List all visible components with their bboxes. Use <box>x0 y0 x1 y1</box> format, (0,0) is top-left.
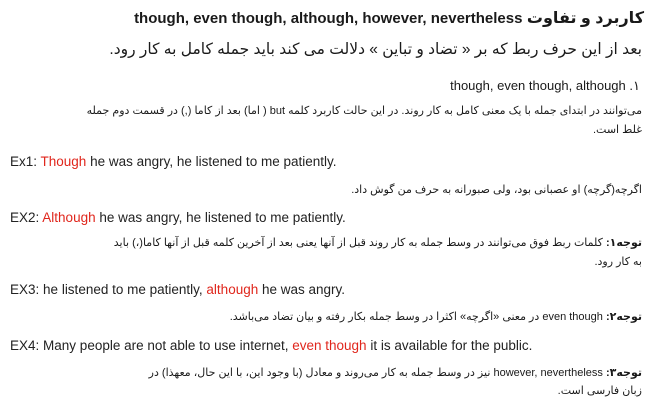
note-2-text: در معنی «اگرچه» اکثرا در وسط جمله بکار رفته و بیان تضاد می‌باشد. <box>229 311 540 323</box>
p1-word-but: but <box>269 105 286 117</box>
note-2-label: توجه۲: <box>605 311 642 323</box>
ex4-rest: it is available for the public. <box>370 338 533 353</box>
note-3-line-2: زبان فارسی است. <box>557 385 642 397</box>
ex3-pre: he listened to me patiently, <box>43 282 203 297</box>
paragraph-1-line-2: غلط است. <box>592 124 642 136</box>
note-1-line-1 <box>114 236 642 249</box>
p1-text-b: ( اما) بعد از کاما (,) در قسمت دوم جمله <box>86 105 267 117</box>
ex2-keyword: Although <box>42 210 96 225</box>
note-2 <box>230 310 642 323</box>
example-4 <box>10 338 532 353</box>
title-en: though, even though, although, however, nevertheless <box>134 10 523 27</box>
intro-sentence: بعد از این حرف ربط که بر « تضاد و تباین » دلالت می کند باید جمله کامل به کار رود. <box>109 41 642 58</box>
p1-text-a: می‌توانند در ابتدای جمله با یک معنی کامل به کار روند. در این حالت کاربرد کلمه <box>288 105 642 117</box>
note-1-label: توجه۱: <box>605 237 642 249</box>
note-3-word: however, nevertheless <box>493 367 603 379</box>
ex1-keyword: Though <box>40 154 87 169</box>
note-2-word: even though <box>542 311 603 323</box>
example-1 <box>10 154 336 169</box>
page-title <box>134 8 644 28</box>
section-1-words: though, even though, although <box>450 78 626 93</box>
note-3-line-1 <box>149 366 642 379</box>
note-3-label: توجه۳: <box>605 367 642 379</box>
ex4-keyword: even though <box>292 338 367 353</box>
ex3-keyword: although <box>206 282 259 297</box>
paragraph-1-line-1 <box>87 104 642 117</box>
ex3-rest: he was angry. <box>262 282 346 297</box>
example-3 <box>10 282 345 297</box>
example-1-translation: اگرچه(گرچه) او عصبانی بود، ولی صبورانه به حرف من گوش داد. <box>351 184 642 196</box>
example-2 <box>10 210 346 225</box>
section-1-heading <box>450 78 640 94</box>
ex4-pre: Many people are not able to use internet, <box>43 338 289 353</box>
section-1-number: ۱. <box>629 78 640 93</box>
ex4-label: EX4: <box>10 338 40 353</box>
ex1-label: Ex1: <box>10 154 38 169</box>
ex1-rest: he was angry, he listened to me patiently. <box>90 154 337 169</box>
note-3-text: نیز در وسط جمله به کار می‌روند و معادل (با وجود این، با این حال، معهذا) در <box>148 367 491 379</box>
ex2-label: EX2: <box>10 210 40 225</box>
ex2-rest: he was angry, he listened to me patiently. <box>99 210 346 225</box>
note-1-text: کلمات ربط فوق می‌توانند در وسط جمله به کار روند قبل از آنها یعنی بعد از آخرین کلمه قبل از آنها کاما(،) باید <box>113 237 603 249</box>
note-1-line-2: به کار رود. <box>594 256 642 268</box>
title-fa: کاربرد و تفاوت <box>526 10 644 27</box>
ex3-label: EX3: <box>10 282 40 297</box>
